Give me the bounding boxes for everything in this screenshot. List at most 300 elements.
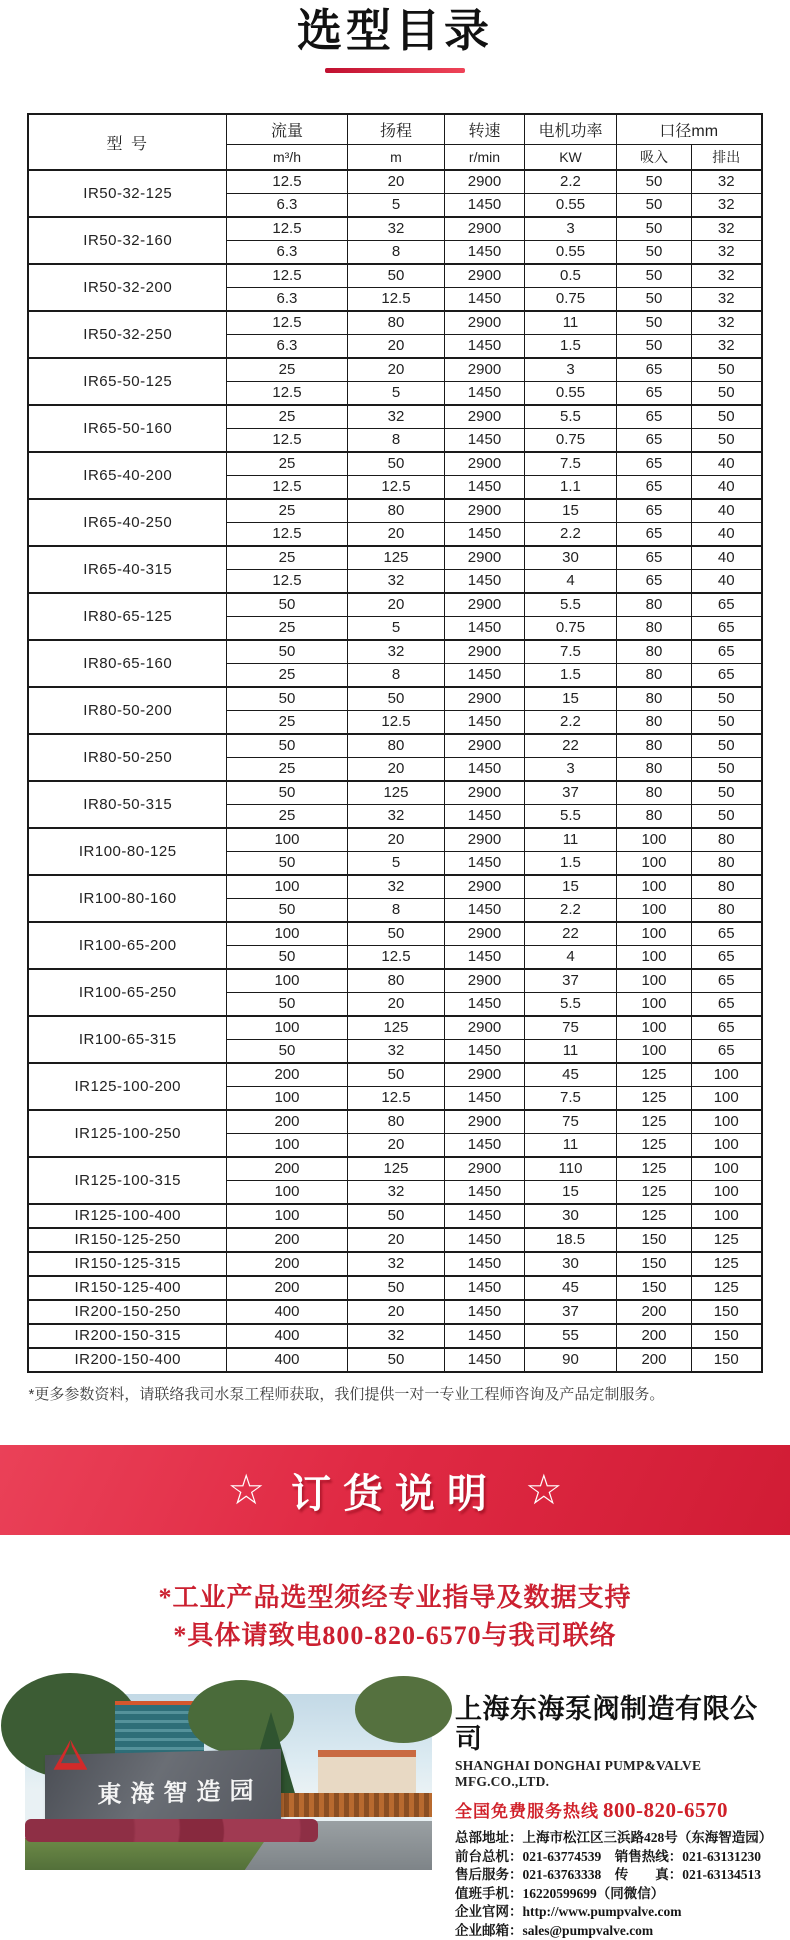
spec-cell: 2900 <box>444 593 524 617</box>
spec-cell: 100 <box>691 1110 761 1134</box>
spec-cell: 20 <box>347 1300 444 1324</box>
table-row <box>28 875 761 899</box>
model-cell: IR200-150-400 <box>28 1348 226 1372</box>
spec-cell: 200 <box>616 1324 691 1348</box>
table-row <box>28 1276 761 1300</box>
table-row <box>28 170 761 194</box>
spec-cell: 1450 <box>444 1228 524 1252</box>
spec-cell: 80 <box>347 969 444 993</box>
model-cell: IR100-80-160 <box>28 875 226 922</box>
gate-fence <box>269 1793 432 1818</box>
spec-cell: 25 <box>226 711 347 735</box>
spec-cell: 65 <box>691 1016 761 1040</box>
spec-cell: 200 <box>226 1157 347 1181</box>
spec-cell: 32 <box>347 1181 444 1205</box>
spec-cell: 125 <box>691 1228 761 1252</box>
spec-cell: 50 <box>347 1204 444 1228</box>
spec-cell: 32 <box>347 217 444 241</box>
contact-switchboard: 前台总机：021-63774539 销售热线：021-63131230 <box>455 1848 770 1867</box>
spec-cell: 0.75 <box>524 288 616 312</box>
model-cell: IR80-65-125 <box>28 593 226 640</box>
spec-cell: 50 <box>616 217 691 241</box>
spec-cell: 125 <box>347 546 444 570</box>
spec-cell: 1450 <box>444 758 524 782</box>
table-row <box>28 217 761 241</box>
spec-cell: 7.5 <box>524 1087 616 1111</box>
flower-hedge <box>25 1819 318 1842</box>
spec-cell: 50 <box>226 640 347 664</box>
spec-cell: 37 <box>524 1300 616 1324</box>
spec-cell: 2.2 <box>524 899 616 923</box>
spec-cell: 125 <box>616 1134 691 1158</box>
spec-cell: 32 <box>691 335 761 359</box>
spec-cell: 20 <box>347 1134 444 1158</box>
banner-title: 订货说明 <box>291 1462 499 1519</box>
spec-cell: 150 <box>691 1300 761 1324</box>
star-icon: ☆ <box>227 1469 265 1511</box>
spec-cell: 0.75 <box>524 429 616 453</box>
spec-cell: 200 <box>616 1300 691 1324</box>
spec-cell: 100 <box>226 1016 347 1040</box>
spec-cell: 1450 <box>444 476 524 500</box>
spec-cell: 0.55 <box>524 194 616 218</box>
spec-cell: 65 <box>616 570 691 594</box>
model-cell: IR100-65-315 <box>28 1016 226 1063</box>
spec-cell: 2900 <box>444 546 524 570</box>
spec-cell: 20 <box>347 358 444 382</box>
spec-cell: 65 <box>691 593 761 617</box>
spec-cell: 50 <box>616 241 691 265</box>
table-row <box>28 546 761 570</box>
spec-cell: 2900 <box>444 311 524 335</box>
spec-cell: 32 <box>347 1040 444 1064</box>
spec-cell: 100 <box>226 1181 347 1205</box>
spec-cell: 65 <box>691 617 761 641</box>
spec-cell: 30 <box>524 1252 616 1276</box>
spec-cell: 32 <box>691 194 761 218</box>
spec-cell: 80 <box>616 758 691 782</box>
spec-cell: 2900 <box>444 922 524 946</box>
spec-cell: 100 <box>616 969 691 993</box>
spec-cell: 20 <box>347 523 444 547</box>
spec-cell: 80 <box>616 711 691 735</box>
model-cell: IR150-125-250 <box>28 1228 226 1252</box>
spec-cell: 11 <box>524 828 616 852</box>
spec-cell: 1450 <box>444 570 524 594</box>
spec-cell: 12.5 <box>347 288 444 312</box>
spec-cell: 25 <box>226 358 347 382</box>
spec-cell: 75 <box>524 1016 616 1040</box>
model-cell: IR80-50-315 <box>28 781 226 828</box>
spec-cell: 40 <box>691 546 761 570</box>
spec-cell: 125 <box>616 1157 691 1181</box>
contact-website: 企业官网：http://www.pumpvalve.com <box>455 1903 770 1922</box>
table-row <box>28 828 761 852</box>
contact-mobile: 值班手机：16220599699（同微信） <box>455 1885 770 1904</box>
model-cell: IR125-100-200 <box>28 1063 226 1110</box>
spec-cell: 1.5 <box>524 852 616 876</box>
model-cell: IR65-50-125 <box>28 358 226 405</box>
spec-cell: 20 <box>347 993 444 1017</box>
spec-cell: 80 <box>691 828 761 852</box>
spec-cell: 32 <box>347 805 444 829</box>
spec-cell: 11 <box>524 1040 616 1064</box>
spec-cell: 25 <box>226 452 347 476</box>
spec-cell: 32 <box>347 640 444 664</box>
spec-cell: 1450 <box>444 664 524 688</box>
spec-cell: 90 <box>524 1348 616 1372</box>
table-row <box>28 311 761 335</box>
spec-cell: 50 <box>691 734 761 758</box>
spec-cell: 32 <box>347 875 444 899</box>
spec-cell: 45 <box>524 1063 616 1087</box>
spec-cell: 5.5 <box>524 593 616 617</box>
spec-cell: 100 <box>616 922 691 946</box>
model-cell: IR50-32-125 <box>28 170 226 217</box>
spec-cell: 100 <box>226 1134 347 1158</box>
spec-cell: 1450 <box>444 1276 524 1300</box>
spec-cell: 12.5 <box>226 429 347 453</box>
model-cell: IR50-32-160 <box>28 217 226 264</box>
spec-cell: 200 <box>226 1110 347 1134</box>
spec-cell: 15 <box>524 499 616 523</box>
spec-cell: 125 <box>347 1157 444 1181</box>
spec-cell: 3 <box>524 758 616 782</box>
col-header-suction: 吸入 <box>616 144 691 170</box>
spec-cell: 65 <box>691 640 761 664</box>
hotline <box>455 1797 770 1823</box>
spec-cell: 0.75 <box>524 617 616 641</box>
spec-cell: 200 <box>226 1228 347 1252</box>
spec-cell: 100 <box>226 1204 347 1228</box>
company-name-en: SHANGHAI DONGHAI PUMP&VALVE MFG.CO.,LTD. <box>455 1758 770 1790</box>
spec-cell: 125 <box>347 1016 444 1040</box>
spec-cell: 12.5 <box>226 382 347 406</box>
spec-cell: 2900 <box>444 358 524 382</box>
table-row <box>28 405 761 429</box>
table-row <box>28 1016 761 1040</box>
spec-cell: 50 <box>691 758 761 782</box>
spec-cell: 100 <box>691 1204 761 1228</box>
spec-cell: 65 <box>616 476 691 500</box>
spec-cell: 25 <box>226 499 347 523</box>
spec-cell: 12.5 <box>226 311 347 335</box>
spec-cell: 400 <box>226 1300 347 1324</box>
table-row <box>28 499 761 523</box>
spec-cell: 80 <box>691 899 761 923</box>
spec-cell: 40 <box>691 476 761 500</box>
spec-cell: 32 <box>347 1324 444 1348</box>
model-cell: IR65-40-200 <box>28 452 226 499</box>
spec-cell: 2900 <box>444 781 524 805</box>
spec-cell: 125 <box>616 1063 691 1087</box>
spec-cell: 2.2 <box>524 523 616 547</box>
spec-cell: 1.1 <box>524 476 616 500</box>
company-info <box>455 1694 770 1940</box>
spec-cell: 125 <box>616 1204 691 1228</box>
spec-cell: 5 <box>347 617 444 641</box>
hotline-number: 800-820-6570 <box>603 1798 728 1822</box>
spec-cell: 75 <box>524 1110 616 1134</box>
spec-cell: 150 <box>691 1324 761 1348</box>
spec-cell: 50 <box>691 429 761 453</box>
spec-cell: 65 <box>691 993 761 1017</box>
spec-cell: 65 <box>691 664 761 688</box>
spec-cell: 20 <box>347 335 444 359</box>
spec-cell: 1450 <box>444 1040 524 1064</box>
spec-cell: 40 <box>691 452 761 476</box>
spec-cell: 100 <box>226 922 347 946</box>
spec-cell: 80 <box>691 852 761 876</box>
spec-cell: 100 <box>691 1181 761 1205</box>
spec-cell: 400 <box>226 1348 347 1372</box>
spec-cell: 2900 <box>444 734 524 758</box>
spec-cell: 50 <box>226 593 347 617</box>
spec-cell: 1450 <box>444 1348 524 1372</box>
spec-cell: 1450 <box>444 335 524 359</box>
spec-cell: 80 <box>616 781 691 805</box>
spec-cell: 50 <box>691 687 761 711</box>
spec-cell: 80 <box>347 311 444 335</box>
spec-cell: 2.2 <box>524 711 616 735</box>
spec-cell: 1.5 <box>524 664 616 688</box>
spec-cell: 0.5 <box>524 264 616 288</box>
spec-cell: 25 <box>226 405 347 429</box>
spec-cell: 50 <box>691 711 761 735</box>
spec-cell: 20 <box>347 593 444 617</box>
spec-cell: 110 <box>524 1157 616 1181</box>
spec-cell: 25 <box>226 758 347 782</box>
spec-cell: 12.5 <box>347 946 444 970</box>
spec-cell: 150 <box>616 1228 691 1252</box>
hotline-label: 全国免费服务热线 <box>455 1802 599 1821</box>
spec-cell: 32 <box>691 170 761 194</box>
spec-cell: 55 <box>524 1324 616 1348</box>
table-row <box>28 640 761 664</box>
spec-cell: 2900 <box>444 264 524 288</box>
spec-cell: 50 <box>347 1348 444 1372</box>
spec-cell: 50 <box>226 899 347 923</box>
model-cell: IR100-65-200 <box>28 922 226 969</box>
spec-cell: 15 <box>524 687 616 711</box>
contact-list <box>455 1829 770 1940</box>
table-row <box>28 781 761 805</box>
spec-cell: 65 <box>616 499 691 523</box>
spec-cell: 2900 <box>444 170 524 194</box>
spec-cell: 65 <box>616 452 691 476</box>
spec-cell: 7.5 <box>524 640 616 664</box>
model-cell: IR200-150-315 <box>28 1324 226 1348</box>
spec-cell: 25 <box>226 617 347 641</box>
spec-cell: 20 <box>347 1228 444 1252</box>
table-row <box>28 922 761 946</box>
spec-cell: 2900 <box>444 1016 524 1040</box>
unit-speed: r/min <box>444 144 524 170</box>
spec-cell: 32 <box>691 288 761 312</box>
spec-cell: 1450 <box>444 1134 524 1158</box>
col-header-power: 电机功率 <box>524 114 616 144</box>
spec-cell: 5 <box>347 852 444 876</box>
spec-cell: 8 <box>347 899 444 923</box>
spec-cell: 150 <box>691 1348 761 1372</box>
spec-cell: 12.5 <box>226 170 347 194</box>
spec-cell: 65 <box>691 969 761 993</box>
title-underline <box>325 68 465 73</box>
table-row <box>28 264 761 288</box>
spec-cell: 200 <box>226 1063 347 1087</box>
spec-cell: 50 <box>691 781 761 805</box>
spec-cell: 50 <box>691 358 761 382</box>
table-row <box>28 1324 761 1348</box>
spec-cell: 1450 <box>444 946 524 970</box>
spec-cell: 12.5 <box>347 1087 444 1111</box>
spec-cell: 125 <box>616 1087 691 1111</box>
spec-cell: 1.5 <box>524 335 616 359</box>
unit-power: KW <box>524 144 616 170</box>
page-title: 选型目录 <box>0 5 790 57</box>
model-cell: IR65-40-315 <box>28 546 226 593</box>
spec-cell: 150 <box>616 1252 691 1276</box>
spec-cell: 0.55 <box>524 241 616 265</box>
spec-cell: 2900 <box>444 1157 524 1181</box>
table-row <box>28 969 761 993</box>
table-row <box>28 452 761 476</box>
spec-cell: 100 <box>691 1063 761 1087</box>
spec-cell: 45 <box>524 1276 616 1300</box>
spec-cell: 50 <box>347 922 444 946</box>
spec-table-body <box>28 170 761 1372</box>
spec-cell: 12.5 <box>226 570 347 594</box>
spec-cell: 30 <box>524 1204 616 1228</box>
spec-cell: 100 <box>616 875 691 899</box>
model-cell: IR65-50-160 <box>28 405 226 452</box>
table-row <box>28 1252 761 1276</box>
spec-cell: 50 <box>226 1040 347 1064</box>
spec-cell: 6.3 <box>226 194 347 218</box>
table-row <box>28 734 761 758</box>
spec-cell: 100 <box>226 1087 347 1111</box>
spec-cell: 32 <box>691 311 761 335</box>
spec-cell: 40 <box>691 499 761 523</box>
spec-cell: 50 <box>226 852 347 876</box>
model-cell: IR150-125-400 <box>28 1276 226 1300</box>
spec-cell: 125 <box>616 1110 691 1134</box>
model-cell: IR125-100-250 <box>28 1110 226 1157</box>
spec-cell: 1450 <box>444 805 524 829</box>
spec-cell: 65 <box>616 546 691 570</box>
spec-cell: 6.3 <box>226 288 347 312</box>
spec-cell: 65 <box>616 429 691 453</box>
spec-cell: 2900 <box>444 969 524 993</box>
model-cell: IR80-65-160 <box>28 640 226 687</box>
note-line-2: *具体请致电800-820-6570与我司联络 <box>55 1621 735 1651</box>
spec-cell: 1450 <box>444 523 524 547</box>
spec-cell: 12.5 <box>226 476 347 500</box>
spec-cell: 3 <box>524 358 616 382</box>
spec-cell: 5.5 <box>524 805 616 829</box>
spec-cell: 37 <box>524 969 616 993</box>
table-row <box>28 1063 761 1087</box>
header-row <box>28 114 761 144</box>
spec-cell: 80 <box>616 734 691 758</box>
spec-cell: 50 <box>347 1276 444 1300</box>
spec-cell: 125 <box>347 781 444 805</box>
spec-cell: 50 <box>616 311 691 335</box>
spec-cell: 80 <box>616 664 691 688</box>
spec-cell: 80 <box>347 499 444 523</box>
spec-cell: 150 <box>616 1276 691 1300</box>
spec-cell: 80 <box>691 875 761 899</box>
spec-cell: 1450 <box>444 617 524 641</box>
company-photo <box>25 1694 432 1870</box>
spec-cell: 65 <box>616 382 691 406</box>
spec-cell: 32 <box>691 241 761 265</box>
spec-cell: 50 <box>691 805 761 829</box>
spec-cell: 1450 <box>444 241 524 265</box>
spec-cell: 32 <box>347 570 444 594</box>
spec-cell: 100 <box>616 899 691 923</box>
spec-cell: 80 <box>347 734 444 758</box>
spec-cell: 50 <box>226 946 347 970</box>
spec-cell: 50 <box>347 264 444 288</box>
title-section <box>0 0 790 73</box>
table-row <box>28 1204 761 1228</box>
spec-cell: 7.5 <box>524 452 616 476</box>
company-section <box>0 1694 790 1940</box>
col-header-discharge: 排出 <box>691 144 761 170</box>
spec-cell: 50 <box>616 288 691 312</box>
table-row <box>28 687 761 711</box>
spec-cell: 1450 <box>444 288 524 312</box>
spec-cell: 6.3 <box>226 335 347 359</box>
model-cell: IR150-125-315 <box>28 1252 226 1276</box>
spec-cell: 80 <box>616 805 691 829</box>
spec-cell: 2900 <box>444 1110 524 1134</box>
spec-cell: 100 <box>226 828 347 852</box>
footnote: *更多参数资料，请联络我司水泵工程师获取，我们提供一对一专业工程师咨询及产品定制服务。 <box>29 1386 762 1404</box>
spec-cell: 2900 <box>444 217 524 241</box>
spec-cell: 11 <box>524 311 616 335</box>
spec-cell: 20 <box>347 828 444 852</box>
spec-cell: 40 <box>691 570 761 594</box>
spec-cell: 50 <box>226 993 347 1017</box>
spec-cell: 125 <box>691 1276 761 1300</box>
company-name-cn: 上海东海泵阀制造有限公司 <box>455 1694 770 1754</box>
contact-service: 售后服务：021-63763338 传 真：021-63134513 <box>455 1866 770 1885</box>
spec-cell: 2900 <box>444 828 524 852</box>
spec-cell: 100 <box>226 969 347 993</box>
spec-cell: 1450 <box>444 429 524 453</box>
model-cell: IR100-65-250 <box>28 969 226 1016</box>
gate-building <box>318 1750 416 1796</box>
spec-cell: 50 <box>616 264 691 288</box>
model-cell: IR80-50-200 <box>28 687 226 734</box>
note-line-1: *工业产品选型须经专业指导及数据支持 <box>55 1583 735 1613</box>
spec-cell: 2900 <box>444 1063 524 1087</box>
spec-cell: 100 <box>616 828 691 852</box>
contact-email: 企业邮箱：sales@pumpvalve.com <box>455 1922 770 1940</box>
spec-cell: 32 <box>347 1252 444 1276</box>
spec-cell: 125 <box>616 1181 691 1205</box>
spec-cell: 1450 <box>444 899 524 923</box>
spec-cell: 1450 <box>444 711 524 735</box>
spec-cell: 12.5 <box>226 523 347 547</box>
spec-cell: 80 <box>347 1110 444 1134</box>
spec-cell: 15 <box>524 1181 616 1205</box>
spec-cell: 125 <box>691 1252 761 1276</box>
spec-cell: 2900 <box>444 452 524 476</box>
spec-cell: 50 <box>347 452 444 476</box>
